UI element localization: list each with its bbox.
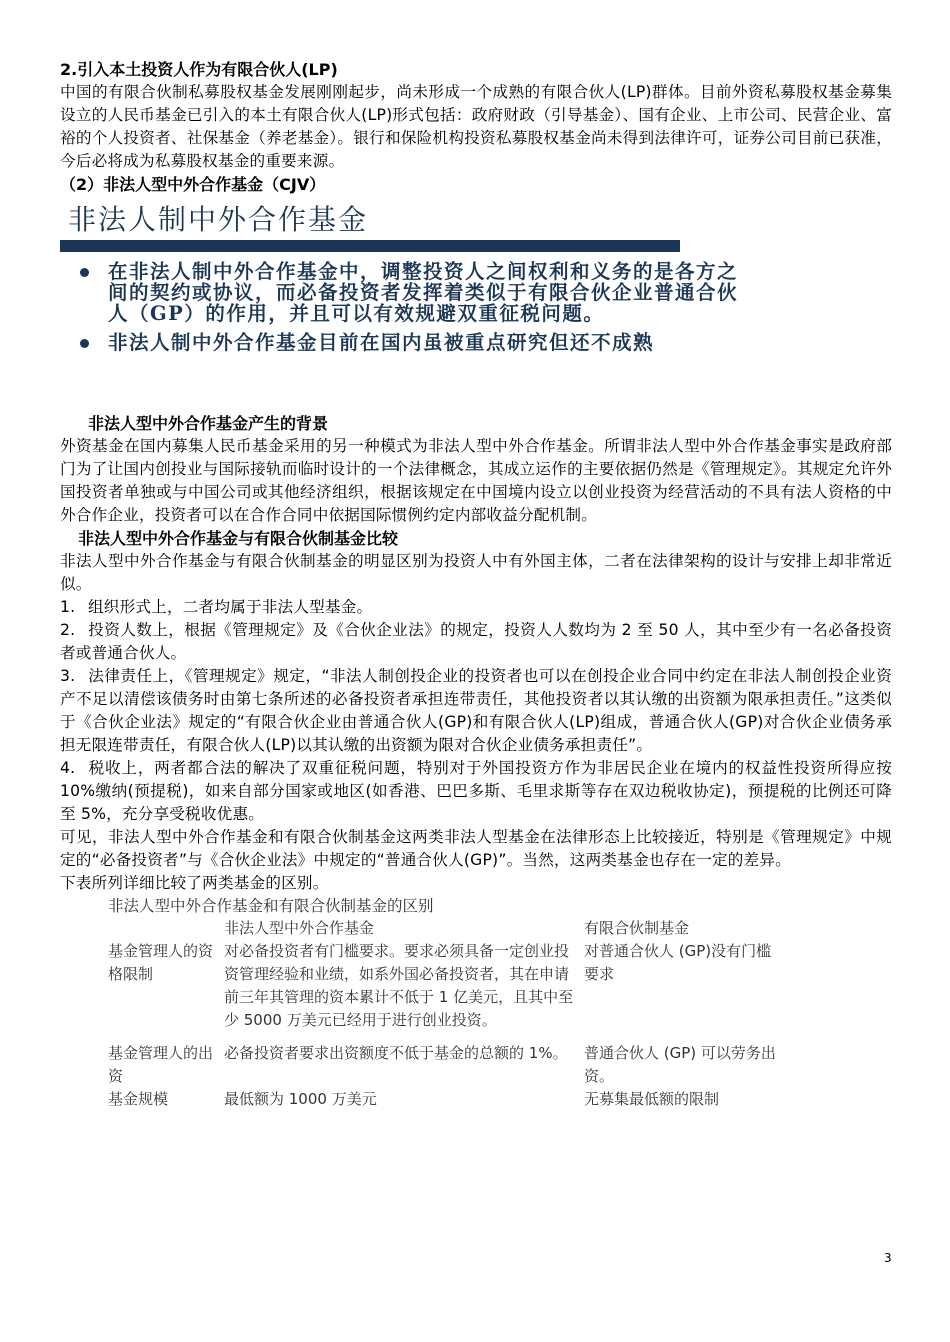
page-number: 3 bbox=[884, 1251, 892, 1265]
slide-title: 非法人制中外合作基金 bbox=[68, 203, 369, 236]
table-grid bbox=[108, 917, 808, 1111]
table-row-label: 基金管理人的资格限制 bbox=[108, 942, 214, 983]
slide-image bbox=[60, 198, 740, 410]
table-cell: 必备投资者要求出资额度不低于基金的总额的 1%。 bbox=[224, 1044, 568, 1062]
slide-bullet bbox=[78, 261, 738, 324]
table-lead: 下表所列详细比较了两类基金的区别。 bbox=[60, 874, 329, 892]
slide-bullet-text: 非法人制中外合作基金目前在国内虽被重点研究但还不成熟 bbox=[108, 331, 655, 354]
bullet-dot-icon bbox=[80, 339, 89, 348]
table-cell: 普通合伙人 (GP) 可以劳务出资。 bbox=[584, 1044, 776, 1085]
table-cell: 对普通合伙人 (GP)没有门槛要求 bbox=[584, 942, 772, 983]
table-title: 非法人型中外合作基金和有限合伙制基金的区别 bbox=[108, 897, 434, 915]
table-cell: 最低额为 1000 万美元 bbox=[224, 1090, 377, 1108]
slide-divider-bar bbox=[60, 240, 680, 252]
bullet-dot-icon bbox=[80, 268, 89, 277]
list-text: 投资人数上，根据《管理规定》及《合伙企业法》的规定，投资人人数均为 2 至 50 人，其中至少有一名必备投资者或普通合伙人。 bbox=[60, 621, 892, 662]
list-number: 4. bbox=[60, 759, 76, 777]
table-cell: 对必备投资者有门槛要求。要求必须具备一定创业投资管理经验和业绩，如系外国必备投资者，其在申请前三年其管理的资本累计不低于 1 亿美元，且其中至少 5000 万美元已经用于进行创业投资。 bbox=[224, 942, 574, 1029]
comparison-heading: 非法人型中外合作基金与有限合伙制基金比较 bbox=[78, 529, 399, 548]
list-item bbox=[60, 757, 892, 826]
background-paragraph: 外资基金在国内募集人民币基金采用的另一种模式为非法人型中外合作基金。所谓非法人型中外合作基金事实是政府部门为了让国内创投业与国际接轨而临时设计的一个法律概念，其成立运作的主要依据仍然是《管理规定》。其规定允许外国投资者单独或与中国公司或其他经济组织，根据该规定在中国境内设立以创业投资为经营活动的不具有法人资格的中外合作企业，投资者可以在合作合同中依据国际惯例约定内部收益分配机制。 bbox=[60, 437, 892, 524]
table-cell: 无募集最低额的限制 bbox=[584, 1090, 720, 1108]
background-heading: 非法人型中外合作基金产生的背景 bbox=[88, 414, 329, 433]
comparison-intro: 非法人型中外合作基金与有限合伙制基金的明显区别为投资人中有外国主体，二者在法律架构的设计与安排上却非常近似。 bbox=[60, 552, 892, 593]
table-header-lp: 有限合伙制基金 bbox=[584, 919, 690, 937]
list-text: 组织形式上，二者均属于非法人型基金。 bbox=[88, 598, 373, 616]
slide-bullet bbox=[78, 332, 738, 353]
slide-bullet-list bbox=[78, 261, 738, 361]
list-number: 3. bbox=[60, 667, 76, 685]
list-item bbox=[60, 665, 892, 757]
comparison-table bbox=[108, 895, 808, 1111]
section-heading-cjv: （2）非法人型中外合作基金（CJV） bbox=[60, 175, 326, 194]
slide-bullet-text: 在非法人制中外合作基金中，调整投资人之间权利和义务的是各方之间的契约或协议，而必备投资者发挥着类似于有限合伙企业普通合伙人（GP）的作用，并且可以有效规避双重征税问题。 bbox=[108, 260, 739, 325]
comparison-conclusion: 可见，非法人型中外合作基金和有限合伙制基金这两类非法人型基金在法律形态上比较接近，特别是《管理规定》中规定的“必备投资者”与《合伙企业法》中规定的“普通合伙人(GP)”。当然，这两类基金也存在一定的差异。 bbox=[60, 828, 892, 869]
list-item bbox=[60, 596, 892, 619]
document-page bbox=[60, 58, 892, 1111]
list-text: 法律责任上，《管理规定》规定，“非法人制创投企业的投资者也可以在创投企业合同中约定在非法人制创投企业资产不足以清偿该债务时由第七条所述的必备投资者承担连带责任，其他投资者以其认缴的出资额为限承担责任。”这类似于《合伙企业法》规定的“有限合伙企业由普通合伙人(GP)和有限合伙人(LP)组成，普通合伙人(GP)对合伙企业债务承担无限连带责任，有限合伙人(LP)以其认缴的出资额为限对合伙企业债务承担责任”。 bbox=[60, 667, 892, 754]
table-row-label: 基金规模 bbox=[108, 1090, 169, 1108]
table-row-label: 基金管理人的出资 bbox=[108, 1044, 214, 1085]
table-header-empty bbox=[108, 917, 224, 940]
paragraph-lp: 中国的有限合伙制私募股权基金发展刚刚起步，尚未形成一个成熟的有限合伙人(LP)群体。目前外资私募股权基金募集设立的人民币基金已引入的本土有限合伙人(LP)形式包括：政府财政（引导基金）、国有企业、上市公司、民营企业、富裕的个人投资者、社保基金（养老基金）。银行和保险机构投资私募股权基金尚未得到法律许可，证券公司目前已获准，今后必将成为私募股权基金的重要来源。 bbox=[60, 83, 892, 170]
section-heading-lp: 2.引入本土投资人作为有限合伙人(LP) bbox=[60, 60, 338, 79]
list-number: 2. bbox=[60, 621, 76, 639]
list-text: 税收上，两者都合法的解决了双重征税问题，特别对于外国投资方作为非居民企业在境内的权益性投资所得应按 10%缴纳(预提税)，如来自部分国家或地区(如香港、巴巴多斯、毛里求斯等存在双边税收协定)，预提税的比例还可降至 5%，充分享受税收优惠。 bbox=[60, 759, 892, 823]
table-header-cjv: 非法人型中外合作基金 bbox=[224, 919, 375, 937]
list-item bbox=[60, 619, 892, 665]
list-number: 1. bbox=[60, 598, 76, 616]
